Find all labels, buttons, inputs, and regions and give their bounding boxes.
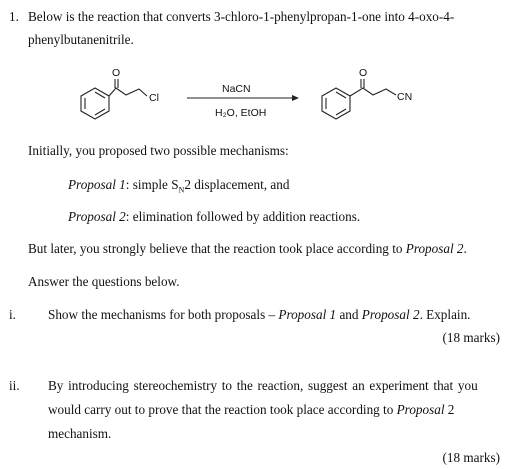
part-ii-line2-end: 2 <box>444 402 455 417</box>
reagent-top-label: NaCN <box>222 83 251 95</box>
reactant-chain-bonds <box>109 88 147 96</box>
part-i-text-c: . Explain. <box>419 307 471 322</box>
proposal-1-subscript: N <box>178 185 185 195</box>
product-chain-bonds <box>350 88 396 96</box>
reaction-scheme <box>0 62 510 142</box>
belief-end: . <box>463 241 467 256</box>
reagent-bottom-label: H₂O, EtOH <box>215 107 267 119</box>
proposal-1-text-a: : simple S <box>125 177 179 192</box>
part-ii-numeral: ii. <box>9 378 20 393</box>
proposal-1 <box>68 177 289 195</box>
part-i-text-b: and <box>336 307 362 322</box>
part-ii-line2-text: would carry out to prove that the reaction took place according to <box>48 402 397 417</box>
part-i-emph-1: Proposal 1 <box>278 307 337 322</box>
belief-statement <box>28 241 467 257</box>
part-i-emph-2: Proposal 2 <box>361 307 420 322</box>
part-i-marks: (18 marks) <box>442 330 500 345</box>
part-ii-line3: mechanism. <box>48 426 112 441</box>
reactant-benzene-ring <box>81 88 109 119</box>
question-number: 1. <box>9 9 19 24</box>
question-text-line1: Below is the reaction that converts 3-chloro-1-phenylpropan-1-one into 4-oxo-4- <box>28 9 455 24</box>
product-cyano-label: CN <box>397 91 413 103</box>
product-benzene-ring <box>322 88 350 119</box>
proposal-2-text: : elimination followed by addition reactions. <box>125 209 361 224</box>
proposal-1-text-b: 2 displacement, and <box>184 177 290 192</box>
part-ii-line2 <box>48 402 454 418</box>
belief-emphasis: Proposal 2 <box>405 241 464 256</box>
intro-text: Initially, you proposed two possible mechanisms: <box>28 143 289 158</box>
proposal-2 <box>68 209 360 225</box>
question-text-line2: phenylbutanenitrile. <box>28 32 134 47</box>
part-ii-line2-emph: Proposal <box>396 402 445 417</box>
part-ii-line1: By introducing stereochemistry to the reaction, suggest an experiment that you <box>48 378 478 393</box>
reactant-chloro-label: Cl <box>149 92 159 104</box>
proposal-1-label: Proposal 1 <box>68 177 126 192</box>
instruction-text: Answer the questions below. <box>28 274 180 289</box>
part-ii-marks: (18 marks) <box>442 450 500 465</box>
part-i-numeral: i. <box>9 307 16 322</box>
part-i-text <box>48 307 470 323</box>
product-oxygen-label: O <box>359 67 368 79</box>
proposal-2-label: Proposal 2 <box>68 209 126 224</box>
belief-text: But later, you strongly believe that the reaction took place according to <box>28 241 406 256</box>
part-i-text-a: Show the mechanisms for both proposals – <box>48 307 279 322</box>
reactant-oxygen-label: O <box>112 67 121 79</box>
